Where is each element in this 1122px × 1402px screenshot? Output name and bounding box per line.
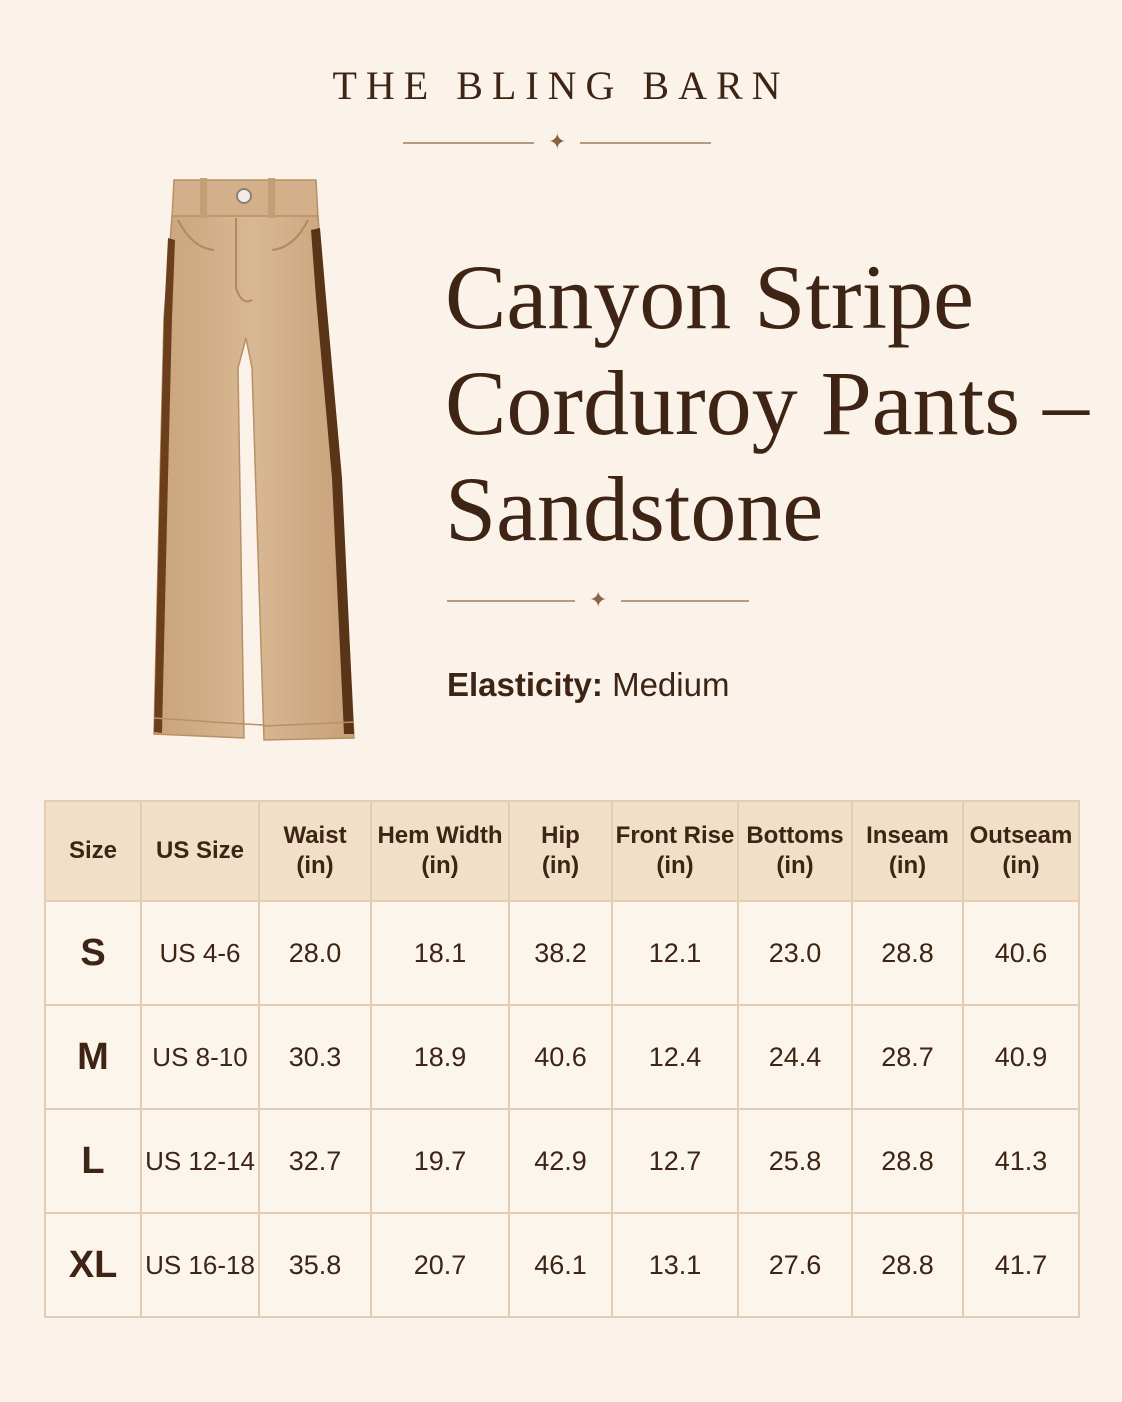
product-title-line: Sandstone	[445, 458, 824, 560]
bottoms-cell: 23.0	[738, 901, 852, 1005]
waist-cell: 32.7	[259, 1109, 371, 1213]
us-size-cell: US 12-14	[141, 1109, 259, 1213]
elasticity-value: Medium	[612, 666, 730, 703]
size-cell: L	[45, 1109, 141, 1213]
divider-line	[580, 142, 711, 144]
header-unit: (in)	[888, 852, 927, 879]
product-title-line: Canyon Stripe	[445, 246, 974, 348]
hip-cell: 42.9	[509, 1109, 612, 1213]
table-header-row	[45, 801, 1079, 901]
front-rise-cell: 13.1	[612, 1213, 738, 1317]
sparkle-icon: ✦	[548, 130, 567, 155]
hem-width-cell: 18.1	[371, 901, 509, 1005]
divider-line	[403, 142, 534, 144]
bottoms-cell: 24.4	[738, 1005, 852, 1109]
header-label: Outseam	[969, 822, 1073, 849]
header-unit: (in)	[776, 852, 814, 879]
size-chart-table	[44, 800, 1080, 1318]
header-label: Hem Width	[377, 822, 503, 849]
brand-name: THE BLING BARN	[332, 63, 790, 108]
front-rise-cell: 12.7	[612, 1109, 738, 1213]
table-row	[45, 1005, 1079, 1109]
front-rise-cell: 12.4	[612, 1005, 738, 1109]
header-unit: (in)	[1002, 852, 1040, 879]
waist-cell: 28.0	[259, 901, 371, 1005]
header-front-rise	[612, 801, 738, 901]
waist-cell: 35.8	[259, 1213, 371, 1317]
header-label: Front Rise	[615, 822, 735, 849]
header-size	[45, 801, 141, 901]
elasticity-info	[447, 666, 729, 704]
size-cell: M	[45, 1005, 141, 1109]
title-ornament-divider	[447, 590, 749, 612]
header-label: US Size	[155, 837, 245, 864]
bottoms-cell: 25.8	[738, 1109, 852, 1213]
inseam-cell: 28.8	[852, 901, 963, 1005]
hem-width-cell: 19.7	[371, 1109, 509, 1213]
sparkle-icon: ✦	[589, 588, 608, 613]
us-size-cell: US 16-18	[141, 1213, 259, 1317]
hem-width-cell: 18.9	[371, 1005, 509, 1109]
size-cell: S	[45, 901, 141, 1005]
front-rise-cell: 12.1	[612, 901, 738, 1005]
outseam-cell: 40.9	[963, 1005, 1079, 1109]
table-row	[45, 901, 1079, 1005]
header-hem-width	[371, 801, 509, 901]
header-unit: (in)	[656, 852, 694, 879]
outseam-cell: 41.7	[963, 1213, 1079, 1317]
outseam-cell: 40.6	[963, 901, 1079, 1005]
size-cell: XL	[45, 1213, 141, 1317]
waist-cell: 30.3	[259, 1005, 371, 1109]
divider-line	[447, 600, 575, 602]
header-label: Waist	[283, 822, 347, 849]
bottoms-cell: 27.6	[738, 1213, 852, 1317]
top-ornament-divider	[403, 132, 711, 154]
header-label: Hip	[541, 822, 580, 849]
inseam-cell: 28.8	[852, 1109, 963, 1213]
corduroy-pants-illustration	[154, 178, 354, 740]
header-bottoms	[738, 801, 852, 901]
hip-cell: 46.1	[509, 1213, 612, 1317]
product-image	[148, 178, 364, 744]
header-inseam	[852, 801, 963, 901]
header-label: Inseam	[866, 822, 949, 849]
hip-cell: 38.2	[509, 901, 612, 1005]
header-unit: (in)	[541, 852, 580, 879]
header-unit: (in)	[421, 852, 459, 879]
product-title-line: Corduroy Pants –	[445, 352, 1089, 454]
hem-width-cell: 20.7	[371, 1213, 509, 1317]
header-outseam	[963, 801, 1079, 901]
header-hip	[509, 801, 612, 901]
divider-line	[621, 600, 749, 602]
inseam-cell: 28.7	[852, 1005, 963, 1109]
header-us-size	[141, 801, 259, 901]
header-waist	[259, 801, 371, 901]
header-unit: (in)	[296, 852, 334, 879]
product-title	[445, 244, 1105, 562]
hip-cell: 40.6	[509, 1005, 612, 1109]
header-label: Size	[68, 837, 118, 864]
header-label: Bottoms	[746, 822, 844, 849]
table-row	[45, 1109, 1079, 1213]
elasticity-label: Elasticity:	[447, 666, 603, 703]
outseam-cell: 41.3	[963, 1109, 1079, 1213]
us-size-cell: US 4-6	[141, 901, 259, 1005]
us-size-cell: US 8-10	[141, 1005, 259, 1109]
table-row	[45, 1213, 1079, 1317]
inseam-cell: 28.8	[852, 1213, 963, 1317]
